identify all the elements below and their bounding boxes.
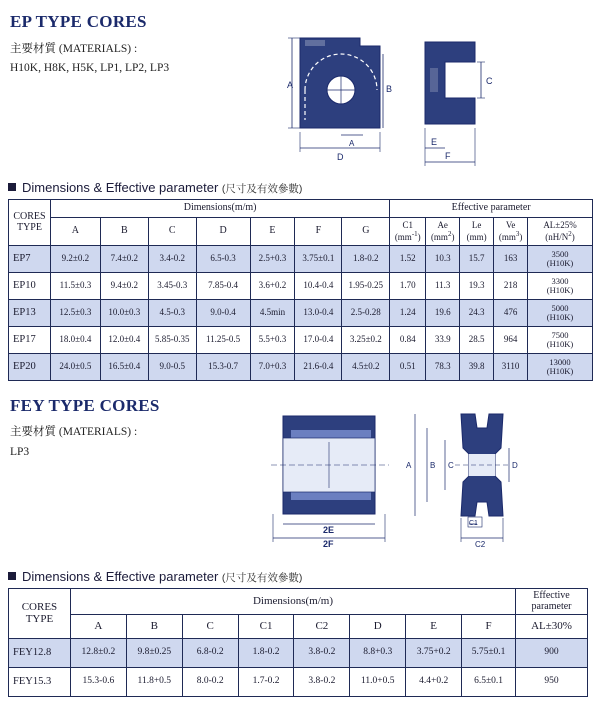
fey-dim-cell: 5.75±0.1 (462, 639, 516, 668)
ep-eff-cell: 15.7 (460, 246, 494, 273)
ep-dim-cell: 7.85-0.4 (196, 273, 250, 300)
table-row (9, 639, 588, 668)
ep-col-c: C (148, 218, 196, 246)
ep-row-name: EP10 (9, 273, 51, 300)
ep-dim-cell: 3.25±0.2 (342, 327, 390, 354)
ep-eff-cell: 19.3 (460, 273, 494, 300)
fey-label-d: D (512, 461, 518, 470)
ep-table (8, 199, 593, 381)
ep-dim-cell: 2.5+0.3 (250, 246, 295, 273)
ep-materials-list: H10K, H8K, H5K, LP1, LP2, LP3 (10, 62, 170, 74)
ep-eff-cell: 964 (494, 327, 528, 354)
fey-col-c: C (182, 615, 238, 639)
fey-col-al: AL±30% (516, 615, 588, 639)
ep-dim-cell: 24.0±0.5 (50, 354, 100, 381)
table-row (9, 300, 593, 327)
fey-dim-cell: 1.7-0.2 (238, 668, 294, 697)
fey-label-c2: C2 (475, 540, 486, 548)
ep-label-f: F (445, 151, 451, 161)
fey-dim-cell: 3.8-0.2 (294, 639, 350, 668)
ep-dim-cell: 1.95-0.25 (342, 273, 390, 300)
ep-col-g: G (342, 218, 390, 246)
fey-section-title-cn: (尺寸及有效參數) (221, 572, 303, 584)
ep-section-heading (8, 180, 302, 196)
ep-dim-cell: 9.0-0.4 (196, 300, 250, 327)
fey-dim-cell: 4.4+0.2 (406, 668, 462, 697)
fey-al-cell: 900 (516, 639, 588, 668)
ep-label-d: D (337, 152, 344, 162)
ep-core-diagram (275, 28, 595, 186)
ep-dim-cell: 12.5±0.3 (50, 300, 100, 327)
fey-header-cores-type: CORES TYPE (9, 589, 71, 639)
ep-eff-cell: 0.84 (390, 327, 426, 354)
ep-header-cores-type: CORES TYPE (9, 200, 51, 246)
fey-row-name: FEY12.8 (9, 639, 71, 668)
table-row (9, 354, 593, 381)
ep-dim-cell: 10.4-0.4 (295, 273, 342, 300)
ep-label-a-small: A (349, 139, 355, 148)
fey-dim-cell: 6.5±0.1 (462, 668, 516, 697)
ep-eff-cell: 28.5 (460, 327, 494, 354)
fey-col-d: D (350, 615, 406, 639)
ep-eff-cell: 33.9 (426, 327, 460, 354)
ep-dim-cell: 10.0±0.3 (100, 300, 148, 327)
ep-label-c: C (486, 76, 493, 86)
ep-col-eff-1: Ae $(mm^2)$ (426, 218, 460, 246)
ep-col-d: D (196, 218, 250, 246)
ep-dim-cell: 11.25-0.5 (196, 327, 250, 354)
fey-dim-cell: 9.8±0.25 (126, 639, 182, 668)
ep-eff-cell: 1.24 (390, 300, 426, 327)
ep-dim-cell: 2.5-0.28 (342, 300, 390, 327)
fey-label-c: C (448, 461, 454, 470)
ep-eff-cell: 10.3 (426, 246, 460, 273)
ep-eff-cell: 163 (494, 246, 528, 273)
fey-materials-list: LP3 (10, 446, 30, 458)
fey-dim-cell: 3.8-0.2 (294, 668, 350, 697)
ep-col-eff-3: Ve $(mm^3)$ (494, 218, 528, 246)
ep-eff-cell: 0.51 (390, 354, 426, 381)
fey-dim-cell: 12.8±0.2 (70, 639, 126, 668)
ep-title: EP TYPE CORES (10, 12, 147, 31)
ep-eff-cell: 11.3 (426, 273, 460, 300)
ep-dim-cell: 7.0+0.3 (250, 354, 295, 381)
fey-al-cell: 950 (516, 668, 588, 697)
ep-eff-cell: 1.52 (390, 246, 426, 273)
ep-section-title: Dimensions & Effective parameter (22, 180, 219, 195)
ep-label-e: E (431, 137, 438, 147)
ep-dim-cell: 9.2±0.2 (50, 246, 100, 273)
fey-dim-cell: 11.0+0.5 (350, 668, 406, 697)
fey-section-heading (8, 569, 302, 585)
fey-core-diagram (265, 408, 545, 548)
ep-eff-cell: 1.70 (390, 273, 426, 300)
fey-col-f: F (462, 615, 516, 639)
fey-col-a: A (70, 615, 126, 639)
fey-label-2f: 2F (323, 539, 334, 548)
ep-dim-cell: 16.5±0.4 (100, 354, 148, 381)
ep-row-name: EP13 (9, 300, 51, 327)
ep-dim-cell: 12.0±0.4 (100, 327, 148, 354)
fey-label-a: A (406, 461, 412, 470)
fey-section-title: Dimensions & Effective parameter (22, 569, 219, 584)
fey-label-2e: 2E (323, 525, 335, 535)
ep-col-eff-4: AL±25% $(nH/N^2)$ (528, 218, 593, 246)
fey-materials-label: 主要材質 (MATERIALS) : (10, 426, 138, 438)
square-bullet-icon (8, 572, 16, 580)
ep-label-a: A (287, 80, 294, 90)
fey-title: FEY TYPE CORES (10, 396, 160, 415)
ep-dim-cell: 5.5+0.3 (250, 327, 295, 354)
ep-dim-cell: 4.5-0.3 (148, 300, 196, 327)
ep-dim-cell: 9.4±0.2 (100, 273, 148, 300)
ep-dim-cell: 11.5±0.3 (50, 273, 100, 300)
ep-al-cell: 3300 (H10K) (528, 273, 593, 300)
table-row (9, 273, 593, 300)
fey-dim-cell: 11.8+0.5 (126, 668, 182, 697)
fey-col-c1: C1 (238, 615, 294, 639)
ep-row-name: EP17 (9, 327, 51, 354)
ep-dim-cell: 21.6-0.4 (295, 354, 342, 381)
fey-col-e: E (406, 615, 462, 639)
ep-dim-cell: 3.4-0.2 (148, 246, 196, 273)
ep-eff-cell: 19.6 (426, 300, 460, 327)
fey-col-b: B (126, 615, 182, 639)
fey-dim-cell: 8.0-0.2 (182, 668, 238, 697)
ep-al-cell: 3500 (H10K) (528, 246, 593, 273)
ep-col-b: B (100, 218, 148, 246)
ep-dim-cell: 18.0±0.4 (50, 327, 100, 354)
ep-dim-cell: 7.4±0.2 (100, 246, 148, 273)
ep-al-cell: 13000 (H10K) (528, 354, 593, 381)
ep-col-e: E (250, 218, 295, 246)
fey-header-effective: Effective parameter (516, 589, 588, 615)
ep-col-eff-0: C1 $(mm^{-1})$ (390, 218, 426, 246)
ep-dim-cell: 4.5±0.2 (342, 354, 390, 381)
ep-col-f: F (295, 218, 342, 246)
ep-dim-cell: 3.6+0.2 (250, 273, 295, 300)
ep-header-dimensions: Dimensions(m/m) (50, 200, 389, 218)
table-row (9, 327, 593, 354)
fey-table (8, 588, 588, 697)
fey-dim-cell: 6.8-0.2 (182, 639, 238, 668)
ep-dim-cell: 4.5min (250, 300, 295, 327)
ep-eff-cell: 78.3 (426, 354, 460, 381)
table-row (9, 246, 593, 273)
ep-eff-cell: 39.8 (460, 354, 494, 381)
fey-dim-cell: 15.3-0.6 (70, 668, 126, 697)
ep-materials-label: 主要材質 (MATERIALS) : (10, 43, 138, 55)
ep-al-cell: 7500 (H10K) (528, 327, 593, 354)
ep-eff-cell: 3110 (494, 354, 528, 381)
ep-dim-cell: 1.8-0.2 (342, 246, 390, 273)
square-bullet-icon (8, 183, 16, 191)
fey-label-b: B (430, 461, 436, 470)
ep-section-title-cn: (尺寸及有效參數) (221, 183, 303, 195)
ep-al-cell: 5000 (H10K) (528, 300, 593, 327)
fey-label-c1: C1 (469, 520, 478, 527)
ep-row-name: EP7 (9, 246, 51, 273)
fey-dim-cell: 1.8-0.2 (238, 639, 294, 668)
ep-dim-cell: 3.75±0.1 (295, 246, 342, 273)
ep-eff-cell: 476 (494, 300, 528, 327)
ep-dim-cell: 5.85-0.35 (148, 327, 196, 354)
ep-header-effective: Effective parameter (390, 200, 593, 218)
ep-dim-cell: 17.0-0.4 (295, 327, 342, 354)
ep-dim-cell: 15.3-0.7 (196, 354, 250, 381)
fey-header-dimensions: Dimensions(m/m) (70, 589, 515, 615)
ep-col-a: A (50, 218, 100, 246)
ep-label-b: B (386, 84, 393, 94)
fey-row-name: FEY15.3 (9, 668, 71, 697)
ep-dim-cell: 9.0-0.5 (148, 354, 196, 381)
ep-dim-cell: 3.45-0.3 (148, 273, 196, 300)
fey-dim-cell: 8.8+0.3 (350, 639, 406, 668)
ep-dim-cell: 6.5-0.3 (196, 246, 250, 273)
ep-col-eff-2: Le (mm) (460, 218, 494, 246)
fey-dim-cell: 3.75+0.2 (406, 639, 462, 668)
ep-row-name: EP20 (9, 354, 51, 381)
ep-dim-cell: 13.0-0.4 (295, 300, 342, 327)
table-row (9, 668, 588, 697)
ep-eff-cell: 218 (494, 273, 528, 300)
ep-eff-cell: 24.3 (460, 300, 494, 327)
fey-col-c2: C2 (294, 615, 350, 639)
